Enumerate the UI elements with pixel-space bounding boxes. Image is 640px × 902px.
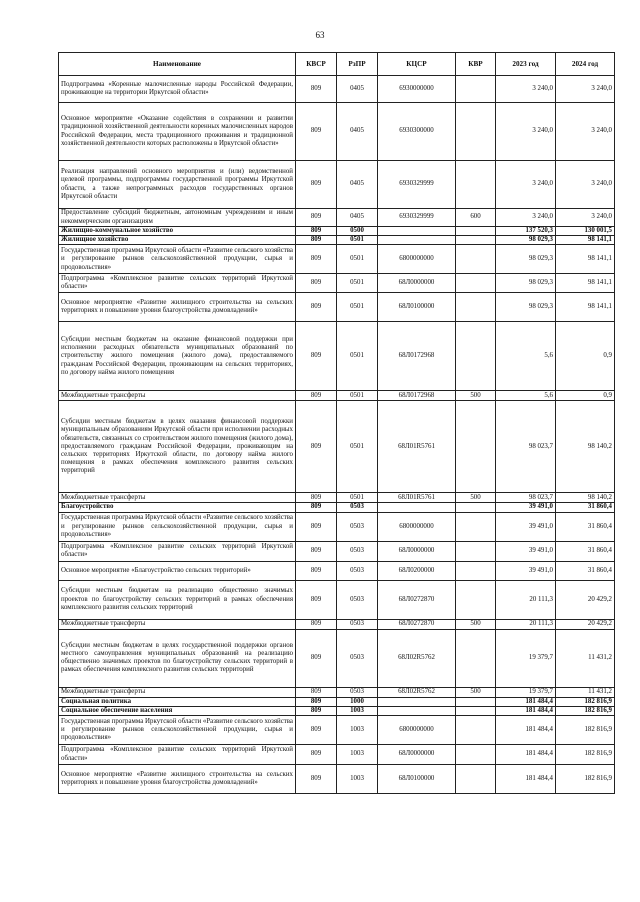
row-2024: 11 431,2	[556, 687, 615, 697]
row-name: Основное мероприятие «Развитие жилищного строительства на сельских территориях и повышение уровня благоустройства домовладений»	[59, 765, 296, 794]
table-row	[59, 765, 615, 794]
table-row	[59, 227, 615, 236]
row-kvr	[456, 274, 496, 293]
row-kvr	[456, 401, 496, 493]
row-2023: 3 240,0	[496, 103, 556, 161]
row-kcsr: 6930300000	[378, 103, 456, 161]
row-kvr	[456, 103, 496, 161]
row-2023: 98 023,7	[496, 493, 556, 503]
row-kvsr: 809	[296, 209, 337, 227]
row-kvr: 500	[456, 619, 496, 629]
row-kvr: 600	[456, 209, 496, 227]
table-row	[59, 293, 615, 322]
row-rzpr: 0501	[337, 245, 378, 274]
row-name: Социальное обеспечение населения	[59, 706, 296, 715]
row-kcsr	[378, 227, 456, 236]
row-2024: 98 141,1	[556, 293, 615, 322]
row-name: Государственная программа Иркутской области «Развитие сельского хозяйства и регулирование рынков сельскохозяйственной продукции, сырья и продовольствия»	[59, 512, 296, 541]
row-rzpr: 0405	[337, 209, 378, 227]
row-kvsr: 809	[296, 765, 337, 794]
row-kvr	[456, 561, 496, 580]
row-2023: 39 491,0	[496, 503, 556, 512]
row-name: Субсидии местным бюджетам на оказание финансовой поддержки при исполнении расходных обязательств муниципальных образований по строительству жилого помещения (жилого дома), предоставляемого гражданам Российской Федерации, проживающим на сельских территориях, по договору найма жилого помещения	[59, 322, 296, 391]
row-kvr: 500	[456, 493, 496, 503]
row-kvr	[456, 716, 496, 745]
row-kvr	[456, 629, 496, 687]
row-kcsr: 68Л02R5762	[378, 687, 456, 697]
row-kcsr: 68Л0172968	[378, 391, 456, 401]
table-row	[59, 401, 615, 493]
row-2024: 3 240,0	[556, 209, 615, 227]
row-2024: 3 240,0	[556, 161, 615, 209]
row-rzpr: 0503	[337, 580, 378, 619]
row-2023: 181 484,4	[496, 716, 556, 745]
row-kcsr: 68Л0000000	[378, 274, 456, 293]
row-kcsr: 68Л0272870	[378, 619, 456, 629]
row-kcsr: 68Л0100000	[378, 293, 456, 322]
row-name: Подпрограмма «Комплексное развитие сельских территорий Иркутской области»	[59, 274, 296, 293]
header-kvr: КВР	[456, 53, 496, 76]
row-2024: 98 141,1	[556, 274, 615, 293]
row-kvsr: 809	[296, 716, 337, 745]
row-name: Социальная политика	[59, 697, 296, 706]
table-row	[59, 322, 615, 391]
row-2024: 20 429,2	[556, 580, 615, 619]
header-2024: 2024 год	[556, 53, 615, 76]
row-2024: 31 860,4	[556, 541, 615, 561]
row-2024: 182 816,9	[556, 697, 615, 706]
row-kvsr: 809	[296, 274, 337, 293]
row-rzpr: 0405	[337, 76, 378, 103]
row-kvsr: 809	[296, 697, 337, 706]
row-kvsr: 809	[296, 322, 337, 391]
row-kvr	[456, 236, 496, 245]
row-2023: 3 240,0	[496, 76, 556, 103]
row-name: Межбюджетные трансферты	[59, 493, 296, 503]
row-rzpr: 0405	[337, 161, 378, 209]
row-name: Благоустройство	[59, 503, 296, 512]
row-2024: 0,9	[556, 391, 615, 401]
row-2023: 20 111,3	[496, 619, 556, 629]
header-kvsr: КВСР	[296, 53, 337, 76]
table-row	[59, 512, 615, 541]
row-kcsr: 68Л01R5761	[378, 401, 456, 493]
budget-table	[58, 52, 615, 794]
row-kvr	[456, 580, 496, 619]
row-kvsr: 809	[296, 541, 337, 561]
row-kvsr: 809	[296, 391, 337, 401]
row-2023: 3 240,0	[496, 209, 556, 227]
table-row	[59, 716, 615, 745]
row-kvr: 500	[456, 687, 496, 697]
row-2023: 181 484,4	[496, 706, 556, 715]
row-kvsr: 809	[296, 706, 337, 715]
row-kvr: 500	[456, 391, 496, 401]
row-2024: 3 240,0	[556, 76, 615, 103]
table-row	[59, 391, 615, 401]
row-kcsr	[378, 706, 456, 715]
row-kcsr: 68Л02R5762	[378, 629, 456, 687]
row-kvsr: 809	[296, 227, 337, 236]
header-kcsr: КЦСР	[378, 53, 456, 76]
row-2023: 181 484,4	[496, 765, 556, 794]
row-kcsr: 6930000000	[378, 76, 456, 103]
row-kcsr: 6800000000	[378, 245, 456, 274]
row-rzpr: 0503	[337, 687, 378, 697]
table-row	[59, 503, 615, 512]
row-2024: 182 816,9	[556, 716, 615, 745]
row-2023: 19 379,7	[496, 629, 556, 687]
row-rzpr: 0501	[337, 274, 378, 293]
row-kcsr: 68Л0200000	[378, 561, 456, 580]
row-kvsr: 809	[296, 76, 337, 103]
row-rzpr: 0500	[337, 227, 378, 236]
row-2024: 182 816,9	[556, 706, 615, 715]
row-2024: 11 431,2	[556, 629, 615, 687]
row-rzpr: 0501	[337, 391, 378, 401]
row-2024: 98 140,2	[556, 401, 615, 493]
row-kvr	[456, 245, 496, 274]
row-kvsr: 809	[296, 401, 337, 493]
table-body	[59, 76, 615, 794]
row-name: Субсидии местным бюджетам в целях государственной поддержки органов местного самоуправления муниципальных образований на реализацию общественно значимых проектов по благоустройству сельских территорий в рамках обеспечения комплексного развития сельских территорий	[59, 629, 296, 687]
row-2023: 181 484,4	[496, 745, 556, 765]
row-name: Межбюджетные трансферты	[59, 391, 296, 401]
row-name: Государственная программа Иркутской области «Развитие сельского хозяйства и регулирование рынков сельскохозяйственной продукции, сырья и продовольствия»	[59, 245, 296, 274]
table-row	[59, 161, 615, 209]
row-name: Подпрограмма «Комплексное развитие сельских территорий Иркутской области»	[59, 745, 296, 765]
row-2023: 3 240,0	[496, 161, 556, 209]
row-kvr	[456, 293, 496, 322]
row-name: Подпрограмма «Комплексное развитие сельских территорий Иркутской области»	[59, 541, 296, 561]
row-kvr	[456, 745, 496, 765]
row-name: Реализация направлений основного мероприятия и (или) ведомственной целевой программы, подпрограммы государственной программы Иркутской области, а также непрограммных расходов государственных органов Иркутской области	[59, 161, 296, 209]
row-2024: 20 429,2	[556, 619, 615, 629]
row-kvr	[456, 706, 496, 715]
header-rzpr: РзПР	[337, 53, 378, 76]
table-row	[59, 580, 615, 619]
table-row	[59, 103, 615, 161]
table-row	[59, 697, 615, 706]
row-2023: 98 029,3	[496, 245, 556, 274]
row-kcsr	[378, 697, 456, 706]
row-2023: 20 111,3	[496, 580, 556, 619]
row-2024: 31 860,4	[556, 503, 615, 512]
row-2024: 98 141,1	[556, 236, 615, 245]
row-kcsr	[378, 503, 456, 512]
row-name: Предоставление субсидий бюджетным, автономным учреждениям и иным некоммерческим организациям	[59, 209, 296, 227]
row-rzpr: 0503	[337, 512, 378, 541]
row-kcsr: 68Л0172968	[378, 322, 456, 391]
row-name: Субсидии местным бюджетам в целях оказания финансовой поддержки муниципальным образованиям Иркутской области при исполнении расходных обязательств, связанных со строительством жилого помещения (жилого дома), предоставляемого гражданам Российской Федерации, проживающим на сельских территориях Иркутской области, по договору найма жилого помещения в рамках обеспечения комплексного развития сельских территорий	[59, 401, 296, 493]
row-rzpr: 0501	[337, 236, 378, 245]
page-number: 63	[315, 30, 325, 40]
row-kvsr: 809	[296, 103, 337, 161]
row-2023: 39 491,0	[496, 541, 556, 561]
row-kcsr: 68Л0100000	[378, 765, 456, 794]
row-2024: 182 816,9	[556, 745, 615, 765]
table-row	[59, 619, 615, 629]
row-rzpr: 0501	[337, 401, 378, 493]
row-rzpr: 0503	[337, 629, 378, 687]
row-2024: 98 140,2	[556, 493, 615, 503]
row-kvr	[456, 322, 496, 391]
row-2023: 137 520,3	[496, 227, 556, 236]
row-name: Государственная программа Иркутской области «Развитие сельского хозяйства и регулирование рынков сельскохозяйственной продукции, сырья и продовольствия»	[59, 716, 296, 745]
row-kvsr: 809	[296, 619, 337, 629]
row-rzpr: 1003	[337, 745, 378, 765]
row-2024: 31 860,4	[556, 561, 615, 580]
row-rzpr: 0501	[337, 493, 378, 503]
table-row	[59, 687, 615, 697]
row-kcsr: 6930329999	[378, 209, 456, 227]
table-row	[59, 541, 615, 561]
table-row	[59, 245, 615, 274]
row-rzpr: 0503	[337, 619, 378, 629]
row-kvr	[456, 161, 496, 209]
header-2023: 2023 год	[496, 53, 556, 76]
row-kvr	[456, 765, 496, 794]
row-2024: 3 240,0	[556, 103, 615, 161]
table-row	[59, 274, 615, 293]
row-2024: 98 141,1	[556, 245, 615, 274]
row-kvsr: 809	[296, 512, 337, 541]
row-name: Субсидии местным бюджетам на реализацию общественно значимых проектов по благоустройству сельских территорий в рамках обеспечения комплексного развития сельских территорий	[59, 580, 296, 619]
row-rzpr: 0405	[337, 103, 378, 161]
row-kvsr: 809	[296, 561, 337, 580]
row-kvsr: 809	[296, 293, 337, 322]
row-name: Межбюджетные трансферты	[59, 687, 296, 697]
row-kvr	[456, 503, 496, 512]
row-kcsr: 68Л0272870	[378, 580, 456, 619]
row-2023: 98 029,3	[496, 293, 556, 322]
row-2023: 5,6	[496, 322, 556, 391]
table-row	[59, 236, 615, 245]
row-rzpr: 0503	[337, 561, 378, 580]
row-kvsr: 809	[296, 493, 337, 503]
row-kcsr: 6800000000	[378, 716, 456, 745]
row-kcsr: 68Л01R5761	[378, 493, 456, 503]
row-2023: 98 023,7	[496, 401, 556, 493]
row-name: Основное мероприятие «Оказание содействия в сохранении и развитии традиционной хозяйственной деятельности коренных малочисленных народов Российской Федерации, места традиционного проживания и традиционной хозяйственной деятельности которых расположены в Иркутской области»	[59, 103, 296, 161]
row-2024: 0,9	[556, 322, 615, 391]
row-rzpr: 1003	[337, 765, 378, 794]
row-kcsr	[378, 236, 456, 245]
row-2023: 19 379,7	[496, 687, 556, 697]
table-header	[59, 53, 615, 76]
row-rzpr: 1003	[337, 706, 378, 715]
table-row	[59, 76, 615, 103]
row-rzpr: 0501	[337, 293, 378, 322]
row-2023: 181 484,4	[496, 697, 556, 706]
row-name: Подпрограмма «Коренные малочисленные народы Российской Федерации, проживающие на территории Иркутской области»	[59, 76, 296, 103]
row-kvsr: 809	[296, 503, 337, 512]
row-2024: 31 860,4	[556, 512, 615, 541]
row-2023: 5,6	[496, 391, 556, 401]
row-kvsr: 809	[296, 161, 337, 209]
row-kcsr: 68Л0000000	[378, 541, 456, 561]
header-name: Наименование	[59, 53, 296, 76]
row-kvsr: 809	[296, 580, 337, 619]
row-kvsr: 809	[296, 745, 337, 765]
row-kcsr: 6800000000	[378, 512, 456, 541]
table-row	[59, 209, 615, 227]
table-row	[59, 706, 615, 715]
row-name: Жилищное хозяйство	[59, 236, 296, 245]
table-row	[59, 629, 615, 687]
row-name: Основное мероприятие «Благоустройство сельских территорий»	[59, 561, 296, 580]
row-rzpr: 0501	[337, 322, 378, 391]
row-2023: 39 491,0	[496, 512, 556, 541]
row-rzpr: 0503	[337, 541, 378, 561]
row-rzpr: 1000	[337, 697, 378, 706]
row-kvr	[456, 227, 496, 236]
row-2023: 39 491,0	[496, 561, 556, 580]
row-kvsr: 809	[296, 687, 337, 697]
row-rzpr: 1003	[337, 716, 378, 745]
row-2023: 98 029,3	[496, 236, 556, 245]
row-kvsr: 809	[296, 629, 337, 687]
row-name: Жилищно-коммунальное хозяйство	[59, 227, 296, 236]
row-2024: 182 816,9	[556, 765, 615, 794]
table-row	[59, 561, 615, 580]
row-kvr	[456, 541, 496, 561]
table-row	[59, 493, 615, 503]
row-name: Основное мероприятие «Развитие жилищного строительства на сельских территориях и повышение уровня благоустройства домовладений»	[59, 293, 296, 322]
table-row	[59, 745, 615, 765]
row-kcsr: 68Л0000000	[378, 745, 456, 765]
row-kvr	[456, 697, 496, 706]
row-kvr	[456, 512, 496, 541]
row-kvr	[456, 76, 496, 103]
row-kvsr: 809	[296, 236, 337, 245]
row-2023: 98 029,3	[496, 274, 556, 293]
row-kvsr: 809	[296, 245, 337, 274]
row-kcsr: 6930329999	[378, 161, 456, 209]
row-2024: 130 001,5	[556, 227, 615, 236]
row-rzpr: 0503	[337, 503, 378, 512]
row-name: Межбюджетные трансферты	[59, 619, 296, 629]
